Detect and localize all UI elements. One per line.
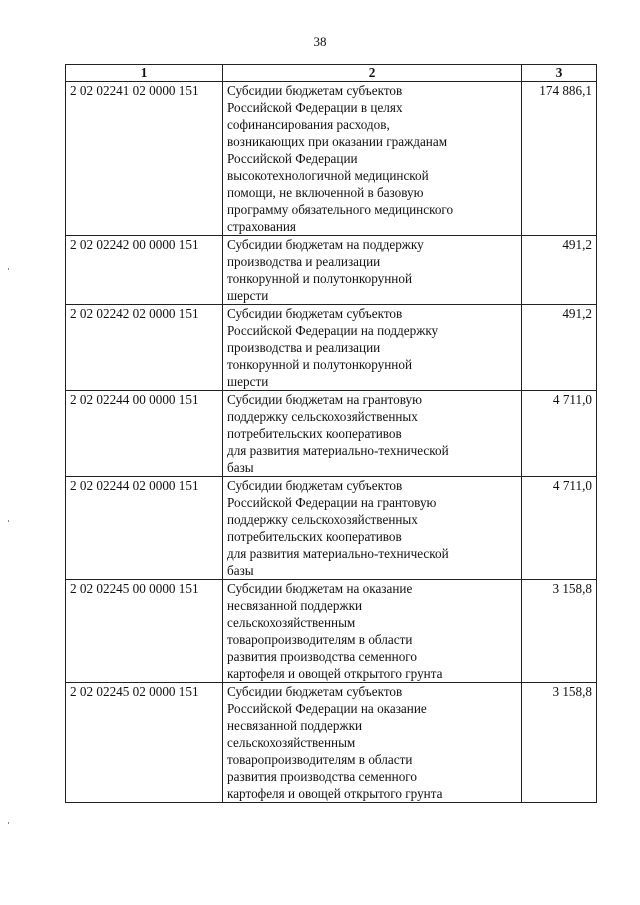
budget-code-cell: 2 02 02242 02 0000 151 (66, 305, 223, 391)
table-row (66, 82, 597, 236)
budget-revenue-table (65, 64, 597, 803)
scan-margin-mark (8, 520, 9, 522)
table-row (66, 477, 597, 580)
revenue-name-cell: Субсидии бюджетам субъектов Российской Федерации на грантовую поддержку сельскохозяйственных потребительских кооперативов для развития материально-технической базы (223, 477, 522, 580)
table-row (66, 305, 597, 391)
revenue-name-cell: Субсидии бюджетам субъектов Российской Федерации в целях софинансирования расходов, возникающих при оказании гражданам Российской Федерации высокотехнологичной медицинской помощи, не включенной в базовую программу обязательного медицинского страхования (223, 82, 522, 236)
amount-cell: 174 886,1 (522, 82, 597, 236)
revenue-name-cell: Субсидии бюджетам на поддержку производства и реализации тонкорунной и полутонкорунной шерсти (223, 236, 522, 305)
revenue-name-cell: Субсидии бюджетам на оказание несвязанной поддержки сельскохозяйственным товаропроизводителям в области развития производства семенного картофеля и овощей открытого грунта (223, 580, 522, 683)
column-header-amount: 3 (522, 65, 597, 82)
budget-code-cell: 2 02 02241 02 0000 151 (66, 82, 223, 236)
amount-cell: 3 158,8 (522, 683, 597, 803)
table-row (66, 683, 597, 803)
budget-code-cell: 2 02 02245 00 0000 151 (66, 580, 223, 683)
table-header-row (66, 65, 597, 82)
table-row (66, 391, 597, 477)
budget-code-cell: 2 02 02244 00 0000 151 (66, 391, 223, 477)
amount-cell: 4 711,0 (522, 391, 597, 477)
revenue-name-cell: Субсидии бюджетам на грантовую поддержку сельскохозяйственных потребительских кооперативов для развития материально-технической базы (223, 391, 522, 477)
scan-margin-mark (8, 268, 9, 270)
table-row (66, 580, 597, 683)
amount-cell: 491,2 (522, 305, 597, 391)
revenue-name-cell: Субсидии бюджетам субъектов Российской Федерации на оказание несвязанной поддержки сельскохозяйственным товаропроизводителям в области развития производства семенного картофеля и овощей открытого грунта (223, 683, 522, 803)
amount-cell: 3 158,8 (522, 580, 597, 683)
scan-margin-mark (8, 822, 9, 824)
column-header-name: 2 (223, 65, 522, 82)
amount-cell: 4 711,0 (522, 477, 597, 580)
budget-code-cell: 2 02 02245 02 0000 151 (66, 683, 223, 803)
page-number: 38 (313, 34, 327, 49)
amount-cell: 491,2 (522, 236, 597, 305)
column-header-code: 1 (66, 65, 223, 82)
budget-code-cell: 2 02 02242 00 0000 151 (66, 236, 223, 305)
table-row (66, 236, 597, 305)
budget-code-cell: 2 02 02244 02 0000 151 (66, 477, 223, 580)
revenue-name-cell: Субсидии бюджетам субъектов Российской Федерации на поддержку производства и реализации тонкорунной и полутонкорунной шерсти (223, 305, 522, 391)
